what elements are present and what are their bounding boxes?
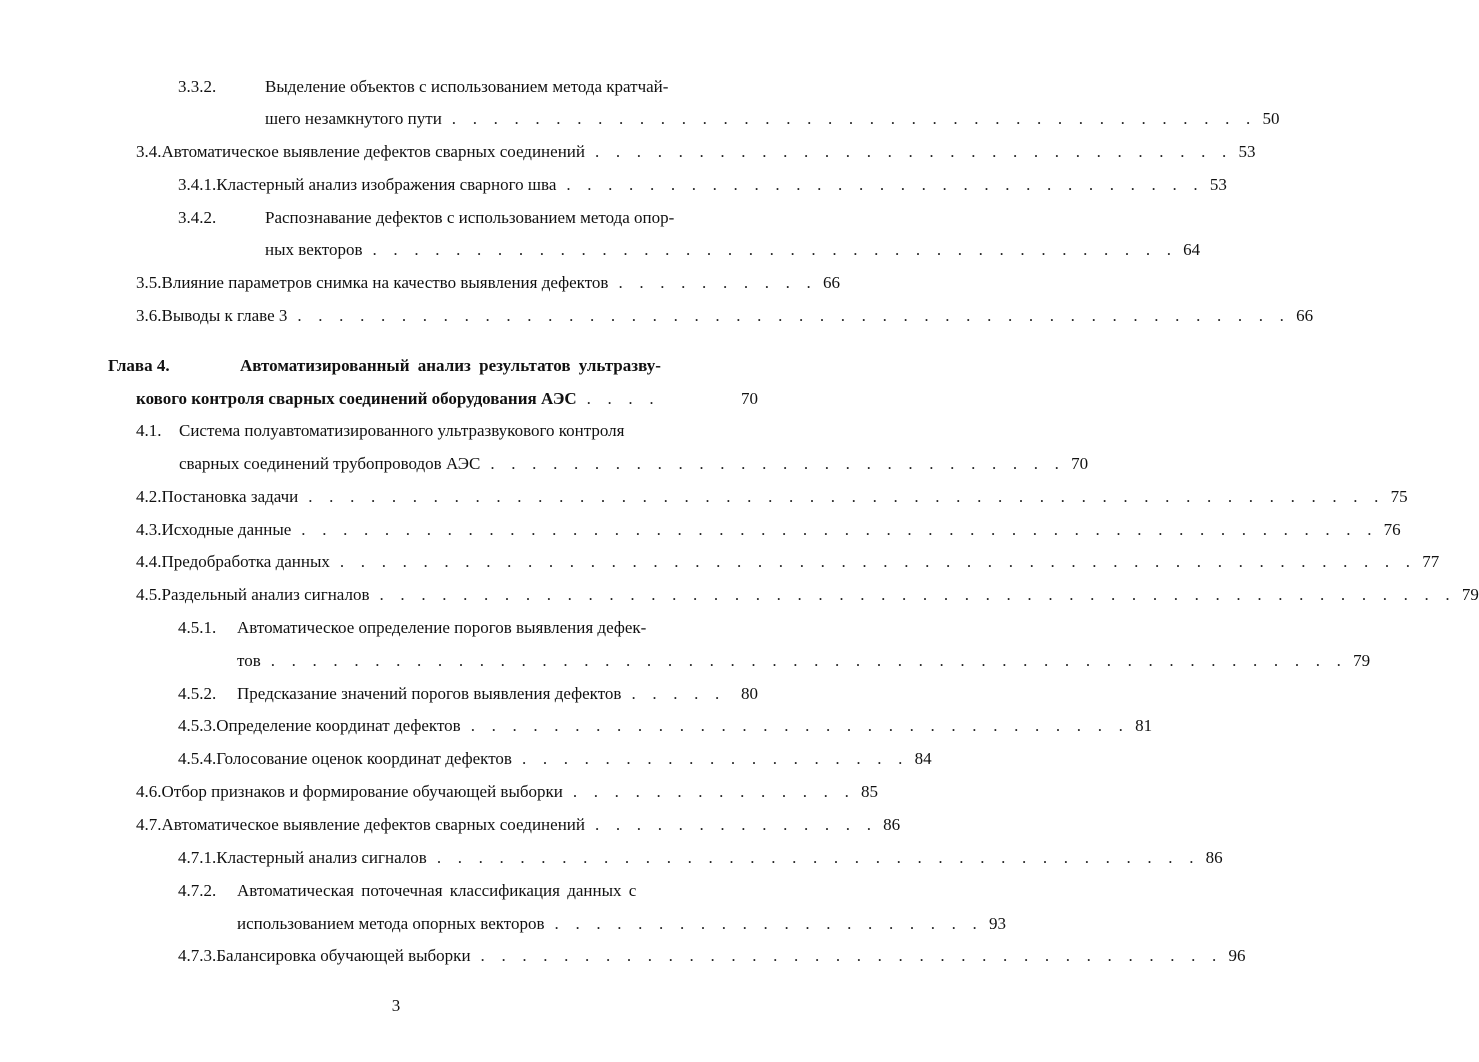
toc-entry[interactable]: [136, 487, 1408, 507]
toc-page: 86: [883, 815, 901, 834]
toc-entry[interactable]: [178, 208, 674, 228]
toc-page: 75: [1390, 487, 1408, 506]
toc-page: 85: [861, 782, 879, 801]
toc-page: 86: [1205, 848, 1223, 867]
toc-number: 4.1.: [136, 421, 162, 440]
toc-title: использованием метода опорных векторов: [237, 914, 545, 933]
toc-page: 50: [1262, 109, 1280, 128]
toc-entry[interactable]: [136, 306, 1314, 326]
toc-entry[interactable]: [136, 552, 1440, 572]
toc-title: сварных соединений трубопроводов АЭС: [179, 454, 481, 473]
leader-dots: . . . . . . . . . . . . . . . . . . . . . . . . . . . . . . .: [566, 175, 1204, 194]
page-number: 3: [391, 996, 401, 1015]
leader-dots: . . . . . . . . . . . . . . . . . . . . . . . . . . . .: [490, 454, 1066, 473]
toc-page: 80: [741, 684, 758, 703]
leader-dots: . . . . . . . . . . . . . . . . . . . . . . . . . . . . . . . .: [470, 716, 1130, 735]
toc-entry[interactable]: [178, 175, 1227, 195]
toc-number: 4.4.: [136, 552, 162, 571]
toc-title: Автоматическое выявление дефектов сварных соединений: [161, 815, 585, 834]
toc-page: 77: [1422, 552, 1440, 571]
leader-dots: . . . . . . . . . . . . . . . . . . . . . . . . . . . . . . . . . . . . .: [436, 848, 1200, 867]
toc-title: Предсказание значений порогов выявления дефектов: [237, 684, 622, 703]
toc-number: 4.2.: [136, 487, 162, 506]
toc-number: 3.4.2.: [178, 208, 217, 227]
toc-page: 70: [741, 389, 758, 408]
toc-number: 4.3.: [136, 520, 162, 539]
toc-title: ных векторов: [265, 240, 363, 259]
toc-title: Определение координат дефектов: [216, 716, 461, 735]
toc-entry-continuation[interactable]: [237, 914, 1006, 934]
toc-number: 4.5.1.: [178, 618, 217, 637]
toc-title: Распознавание дефектов с использованием метода опор-: [265, 208, 675, 227]
toc-number: 3.6.: [136, 306, 162, 325]
leader-dots: . . . . . . . . . . . . . . . . . . . . . . . . . . . . . . . . . . . . . . . . . . . . . . . . . . . .: [308, 487, 1385, 506]
toc-page: 96: [1228, 946, 1246, 965]
toc-page: 66: [1296, 306, 1314, 325]
toc-number: 4.5.2.: [178, 684, 217, 703]
leader-dots: . . . . .: [631, 684, 726, 703]
toc-chapter-title: Автоматизированный анализ результатов ультразву-: [240, 356, 661, 375]
leader-dots: . . . . . . . . . . . . . . . . . . . . . . . . . . . . . . . . . . . . . . . . . . . . . . . . . . . .: [301, 520, 1378, 539]
toc-number: 4.7.: [136, 815, 162, 834]
leader-dots: . . . . . . . . . . . . . . . . . . . . . . . . . . . . . . .: [595, 142, 1233, 161]
toc-number: 3.4.: [136, 142, 162, 161]
toc-entry[interactable]: [178, 881, 636, 901]
toc-entry[interactable]: [178, 848, 1223, 868]
toc-title: Кластерный анализ сигналов: [216, 848, 427, 867]
toc-page: 64: [1183, 240, 1201, 259]
toc-title: Раздельный анализ сигналов: [161, 585, 370, 604]
toc-number: 4.5.3.: [178, 716, 217, 735]
leader-dots: . . . . . . . . . . . . . . . . . . . . . . . . . . . . . . . . . . . . . . .: [372, 240, 1178, 259]
toc-entry[interactable]: [178, 946, 1246, 966]
toc-entry[interactable]: [178, 77, 668, 97]
toc-title: шего незамкнутого пути: [265, 109, 442, 128]
toc-title: Балансировка обучающей выборки: [216, 946, 471, 965]
toc-page: 76: [1383, 520, 1401, 539]
toc-page: 84: [914, 749, 932, 768]
toc-page: 93: [989, 914, 1006, 933]
toc-entry[interactable]: [136, 815, 901, 835]
leader-dots: . . . . . . . . . . . . . . . . . . . . . . . . . . . . . . . . . . . . . . .: [451, 109, 1257, 128]
toc-page: 81: [1135, 716, 1153, 735]
toc-number: 3.4.1.: [178, 175, 217, 194]
toc-title: Выделение объектов с использованием метода кратчай-: [265, 77, 669, 96]
toc-chapter-title: кового контроля сварных соединений оборудования АЭС: [136, 389, 577, 408]
toc-title: Голосование оценок координат дефектов: [216, 749, 512, 768]
leader-dots: . . . . . . . . . . . . . . . . . . . . . . . . . . . . . . . . . . . .: [480, 946, 1223, 965]
toc-entry[interactable]: [136, 421, 625, 441]
toc-page: 79: [1461, 585, 1479, 604]
toc-entry[interactable]: [136, 782, 879, 802]
toc-entry[interactable]: [136, 142, 1256, 162]
toc-entry[interactable]: [178, 749, 932, 769]
leader-dots: . . . . . . . . . . . . . . . . . . . . . . . . . . . . . . . . . . . . . . . . . . . . . . . . . . . .: [339, 552, 1417, 571]
toc-chapter-continuation[interactable]: [136, 389, 758, 409]
toc-number: 4.6.: [136, 782, 162, 801]
toc-title: Влияние параметров снимка на качество выявления дефектов: [161, 273, 609, 292]
toc-chapter-number: Глава 4.: [108, 356, 170, 375]
leader-dots: . . . . . . . . . . . . . .: [572, 782, 856, 801]
toc-page: 66: [823, 273, 841, 292]
toc-entry[interactable]: [136, 273, 841, 293]
toc-page: 53: [1209, 175, 1227, 194]
toc-number: 4.7.1.: [178, 848, 217, 867]
toc-title: Постановка задачи: [161, 487, 299, 506]
toc-entry[interactable]: [136, 520, 1401, 540]
toc-title: Автоматическое определение порогов выявления дефек-: [237, 618, 647, 637]
toc-page: 79: [1353, 651, 1371, 670]
toc-number: 4.5.4.: [178, 749, 217, 768]
toc-entry[interactable]: [178, 716, 1153, 736]
leader-dots: . . . . . . . . . . . . . . . . . . . . . . . . . . . . . . . . . . . . . . . . . . . . . . . . . . . .: [379, 585, 1456, 604]
toc-title: Отбор признаков и формирование обучающей выборки: [161, 782, 563, 801]
toc-title: Исходные данные: [161, 520, 292, 539]
leader-dots: . . . . . . . . . . . . . . . . . . .: [521, 749, 909, 768]
toc-page: 70: [1071, 454, 1089, 473]
toc-entry-continuation[interactable]: [265, 240, 1201, 260]
toc-number: 4.5.: [136, 585, 162, 604]
toc-entry-continuation[interactable]: [179, 454, 1089, 474]
toc-title: тов: [237, 651, 261, 670]
leader-dots: . . . .: [586, 389, 660, 408]
toc-title: Предобработка данных: [161, 552, 330, 571]
toc-title: Кластерный анализ изображения сварного шва: [216, 175, 557, 194]
toc-number: 4.7.3.: [178, 946, 217, 965]
toc-entry-continuation[interactable]: [265, 109, 1280, 129]
toc-chapter-entry[interactable]: [108, 356, 661, 376]
toc-entry[interactable]: [178, 618, 646, 638]
toc-entry[interactable]: [136, 585, 1479, 605]
toc-entry-continuation[interactable]: [237, 651, 1371, 671]
leader-dots: . . . . . . . . . . . . . .: [595, 815, 878, 834]
toc-number: 4.7.2.: [178, 881, 217, 900]
toc-title: Автоматическая поточечная классификация данных с: [237, 881, 637, 900]
toc-number: 3.5.: [136, 273, 162, 292]
leader-dots: . . . . . . . . . . . . . . . . . . . . . . . . . . . . . . . . . . . . . . . . . . . . . . . .: [297, 306, 1291, 325]
toc-title: Выводы к главе 3: [161, 306, 288, 325]
toc-title: Автоматическое выявление дефектов сварных соединений: [161, 142, 585, 161]
toc-number: 3.3.2.: [178, 77, 217, 96]
toc-entry[interactable]: [178, 684, 758, 704]
toc-page: 53: [1238, 142, 1256, 161]
leader-dots: . . . . . . . . . . . . . . . . . . . . . . . . . . . . . . . . . . . . . . . . . . . . . . . . . . . .: [270, 651, 1348, 670]
leader-dots: . . . . . . . . . . . . . . . . . . . . .: [554, 914, 983, 933]
toc-title: Система полуавтоматизированного ультразвукового контроля: [179, 421, 625, 440]
leader-dots: . . . . . . . . . .: [618, 273, 818, 292]
